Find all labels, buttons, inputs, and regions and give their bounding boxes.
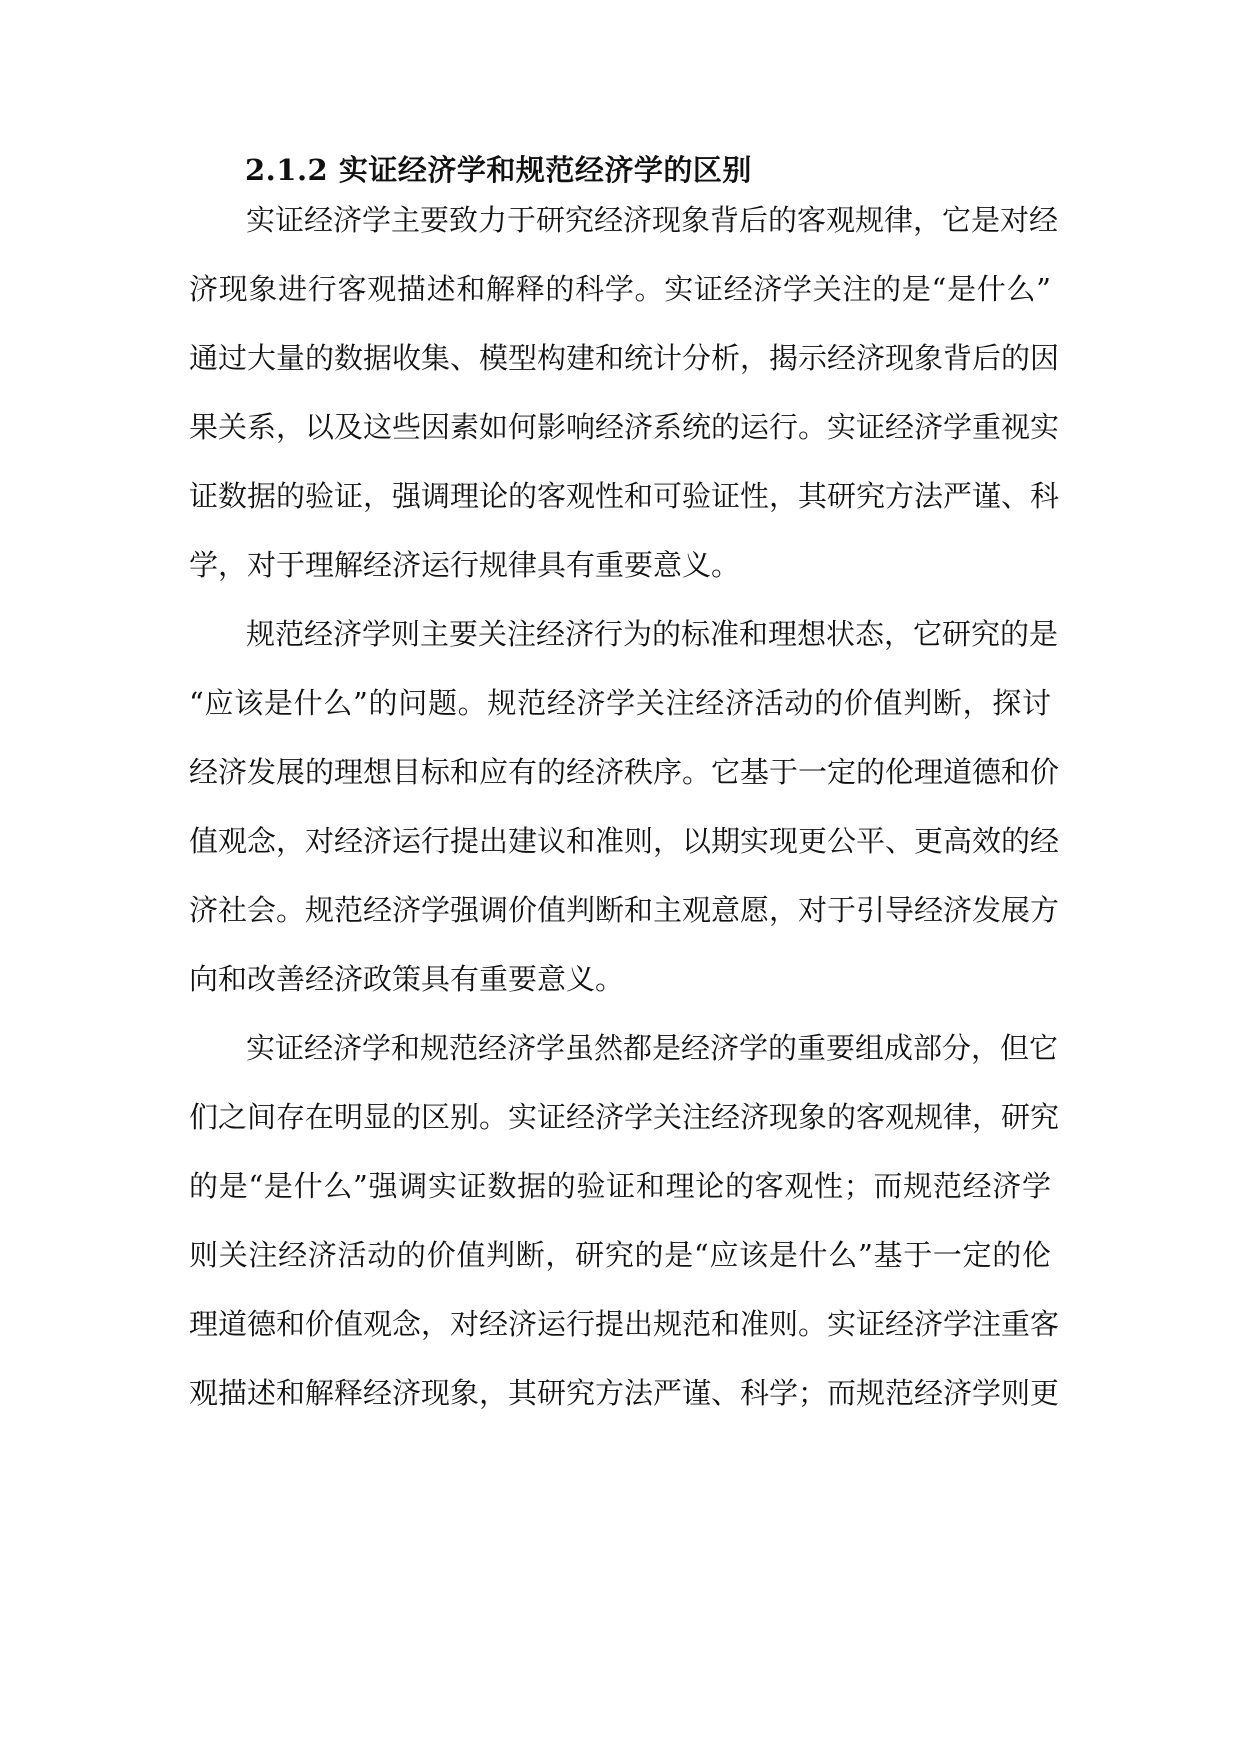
paragraph-2-line-2: “应该是什么”的问题。规范经济学关注经济活动的价值判断，探讨 (189, 686, 1051, 720)
paragraph-3-line-1: 实证经济学和规范经济学虽然都是经济学的重要组成部分，但它 (246, 1031, 1059, 1065)
paragraph-1-line-4: 果关系，以及这些因素如何影响经济系统的运行。实证经济学重视实 (189, 410, 1060, 444)
paragraph-2-line-5: 济社会。规范经济学强调价值判断和主观意愿，对于引导经济发展方 (189, 893, 1060, 927)
paragraph-2-line-3: 经济发展的理想目标和应有的经济秩序。它基于一定的伦理道德和价 (189, 755, 1060, 789)
paragraph-1-line-1: 实证经济学主要致力于研究经济现象背后的客观规律，它是对经 (246, 203, 1059, 237)
paragraph-2-line-6: 向和改善经济政策具有重要意义。 (189, 962, 625, 996)
section-heading: 2.1.2 实证经济学和规范经济学的区别 (245, 153, 752, 187)
paragraph-1-line-6: 学，对于理解经济运行规律具有重要意义。 (189, 548, 741, 582)
paragraph-3-line-3: 的是“是什么”强调实证数据的验证和理论的客观性；而规范经济学 (189, 1169, 1051, 1203)
paragraph-1-line-2: 济现象进行客观描述和解释的科学。实证经济学关注的是“是什么” (189, 272, 1051, 306)
paragraph-2-line-1: 规范经济学则主要关注经济行为的标准和理想状态，它研究的是 (246, 617, 1059, 651)
paragraph-1-line-3: 通过大量的数据收集、模型构建和统计分析，揭示经济现象背后的因 (189, 341, 1060, 375)
paragraph-1-line-5: 证数据的验证，强调理论的客观性和可验证性，其研究方法严谨、科 (189, 479, 1060, 513)
paragraph-2-line-4: 值观念，对经济运行提出建议和准则，以期实现更公平、更高效的经 (189, 824, 1060, 858)
paragraph-3-line-2: 们之间存在明显的区别。实证经济学关注经济现象的客观规律，研究 (189, 1100, 1060, 1134)
paragraph-3-line-4: 则关注经济活动的价值判断，研究的是“应该是什么”基于一定的伦 (189, 1238, 1051, 1272)
paragraph-3-line-6: 观描述和解释经济现象，其研究方法严谨、科学；而规范经济学则更 (189, 1376, 1060, 1410)
paragraph-3-line-5: 理道德和价值观念，对经济运行提出规范和准则。实证经济学注重客 (189, 1307, 1060, 1341)
